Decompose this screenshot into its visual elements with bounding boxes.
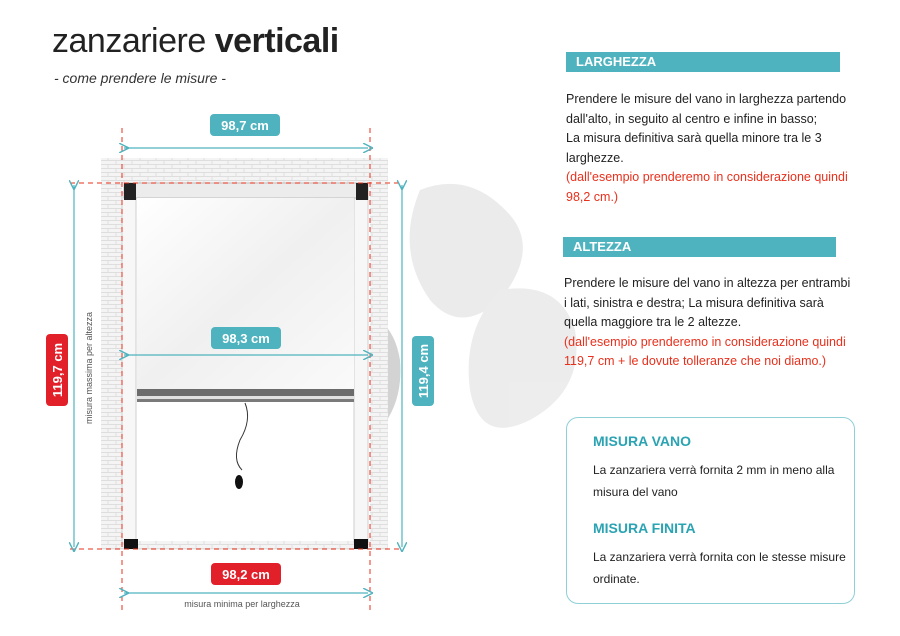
text-line-red: (dall'esempio prenderemo in considerazione quindi <box>566 170 848 184</box>
middle-width-label <box>211 327 281 349</box>
mesh-screen <box>137 198 354 390</box>
title-bold: verticali <box>214 22 339 60</box>
text-line: dall'alto, in seguito al centro e infine in basso; <box>566 111 818 126</box>
svg-text:98,3 cm: 98,3 cm <box>222 331 270 346</box>
right-guide-rail <box>354 193 368 543</box>
text-line-red: 119,7 cm + le dovute tolleranze che noi diamo.) <box>564 354 827 368</box>
text-line: ordinate. <box>593 572 640 586</box>
svg-text:98,2 cm: 98,2 cm <box>222 567 270 582</box>
altezza-header: ALTEZZA <box>563 237 836 257</box>
text-line: i lati, sinistra e destra; La misura definitiva sarà <box>564 295 824 310</box>
right-height-label <box>412 336 434 406</box>
text-line: La misura definitiva sarà quella minore tra le 3 <box>566 131 822 145</box>
text-line-red: (dall'esempio prenderemo in considerazione quindi <box>564 334 846 349</box>
svg-text:119,4 cm: 119,4 cm <box>416 343 431 399</box>
top-width-label <box>210 114 280 136</box>
svg-text:98,7 cm: 98,7 cm <box>221 118 269 133</box>
bottom-width-label <box>211 563 281 585</box>
page-subtitle: - come prendere le misure - <box>54 70 226 86</box>
text-line-red: 98,2 cm.) <box>566 189 619 204</box>
text-line: La zanzariera verrà fornita con le stesse misure <box>593 550 846 564</box>
svg-text:119,7 cm: 119,7 cm <box>50 342 65 398</box>
text-line: Prendere le misure del vano in larghezza partendo <box>566 92 847 106</box>
screen-bottom-bar <box>137 389 354 396</box>
title-light: zanzariere <box>52 22 206 60</box>
text-line: Prendere le misure del vano in altezza per entrambi <box>564 276 851 290</box>
left-height-label <box>46 334 68 406</box>
misura-finita-text <box>593 546 848 590</box>
misura-vano-title: MISURA VANO <box>593 433 691 449</box>
info-box <box>566 417 855 604</box>
left-caption: misura massima per altezza <box>84 311 94 425</box>
cassette <box>124 183 368 198</box>
bottom-caption: misura minima per larghezza <box>184 599 300 609</box>
misura-vano-text <box>593 459 848 503</box>
altezza-text <box>564 274 884 372</box>
page-title <box>52 22 339 61</box>
cord-handle <box>235 475 243 489</box>
misura-finita-title: MISURA FINITA <box>593 520 696 536</box>
larghezza-header: LARGHEZZA <box>566 52 840 72</box>
text-line: larghezze. <box>566 150 624 165</box>
text-line: misura del vano <box>593 485 678 499</box>
larghezza-text <box>566 90 886 207</box>
text-line: quella maggiore tra le 2 altezze. <box>564 315 742 329</box>
text-line: La zanzariera verrà fornita 2 mm in meno alla <box>593 463 835 477</box>
left-guide-rail <box>122 193 136 543</box>
